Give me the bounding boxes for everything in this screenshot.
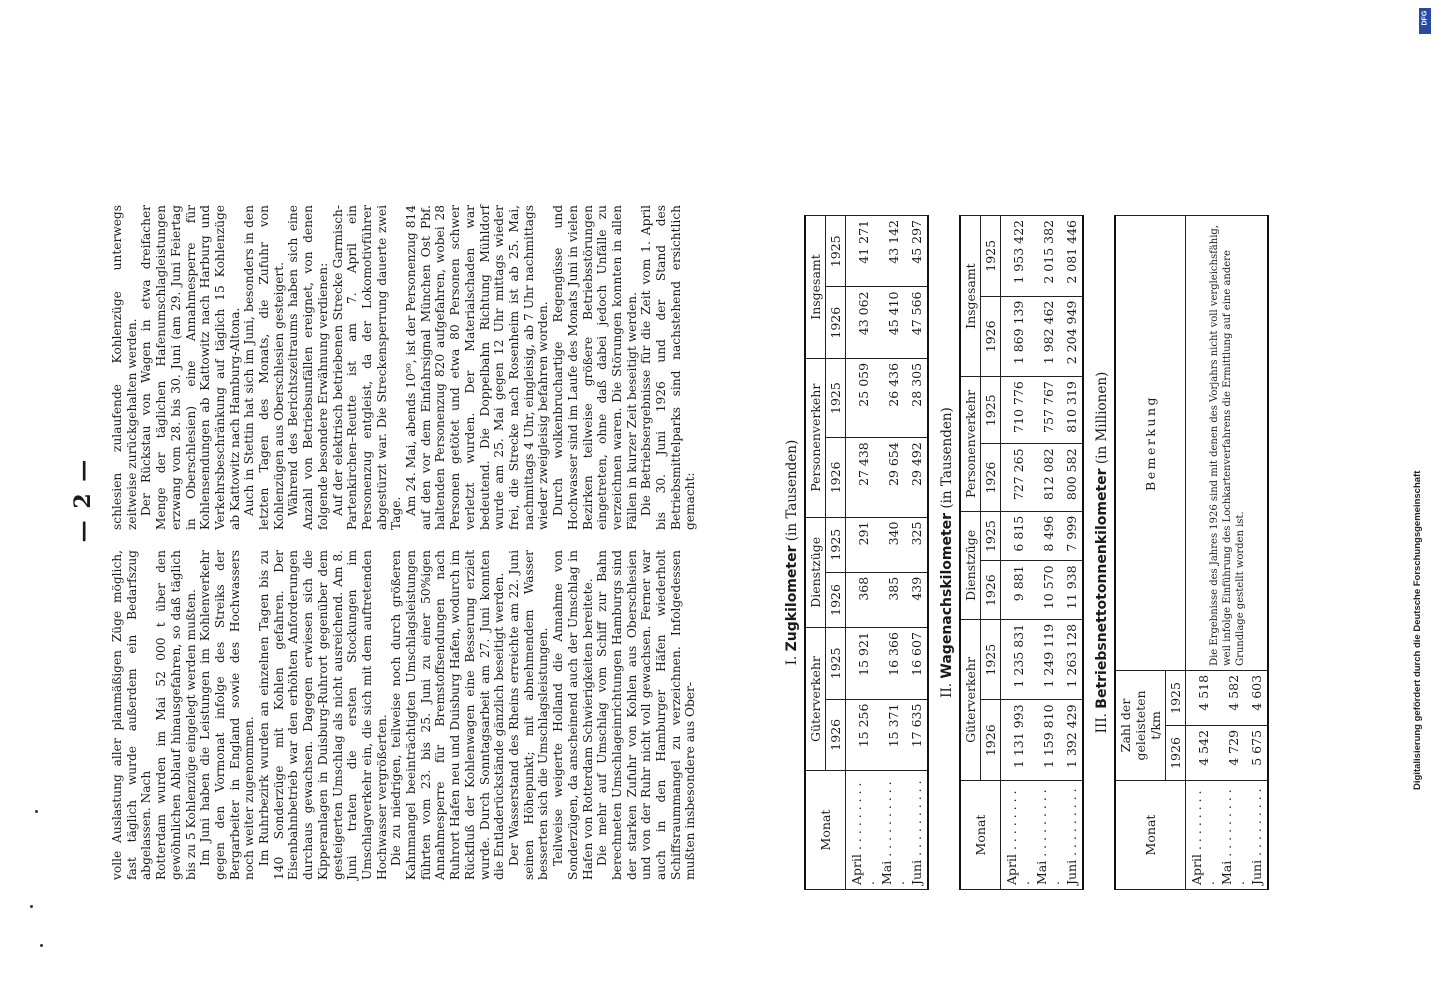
month-cell: April . . . . . . . . .: [1186, 781, 1219, 890]
table-heading: Wagenachskilometer: [939, 512, 955, 679]
year-header: 1926: [981, 296, 1001, 377]
table-title: [784, 215, 800, 890]
table-number: II.: [939, 682, 955, 698]
column-header-month: Monat: [805, 771, 846, 890]
column-group-header: Dienstzüge: [805, 517, 826, 628]
value-cell: 810 319: [1063, 377, 1083, 444]
table-title: [1094, 215, 1110, 890]
text-column-right: [110, 205, 698, 530]
column-group-header: Dienstzüge: [960, 511, 981, 619]
year-header: 1925: [981, 377, 1001, 444]
value-cell: 1 982 462: [1033, 296, 1063, 377]
year-header: 1926: [981, 444, 1001, 511]
value-cell: 1 159 810: [1033, 700, 1063, 781]
value-cell: 727 265: [1001, 444, 1034, 511]
value-cell: 29 654: [878, 438, 908, 517]
value-cell: 11 938: [1063, 561, 1083, 620]
table-unit: (in Millionen): [1094, 371, 1110, 465]
year-header: 1926: [981, 561, 1001, 620]
value-cell: 340: [878, 517, 908, 572]
year-header: 1926: [826, 438, 846, 517]
value-cell: 439: [908, 572, 928, 627]
month-cell: Juni . . . . . . . . .: [1248, 781, 1268, 890]
paragraph: schlesien zulaufende Kohlenzüge unterwegs zeitweise zurückgehalten werden.: [110, 205, 139, 530]
paragraph: volle Auslastung aller planmäßigen Züge möglich, fast täglich wurde außerdem ein Bedarfszug abgelassen. Nach: [110, 550, 154, 880]
table-row: [878, 216, 908, 890]
page-number: — 2 —: [70, 457, 96, 543]
table-unit: (in Tausenden): [784, 439, 800, 542]
column-group-header: Personenverkehr: [960, 377, 981, 512]
value-cell: 1 131 993: [1001, 700, 1034, 781]
value-cell: 1 235 831: [1001, 619, 1034, 700]
year-header: 1925: [981, 511, 1001, 561]
table-unit: (in Tausenden): [939, 407, 955, 509]
value-cell: 43 062: [846, 287, 879, 358]
paragraph: Auf der elektrisch betriebenen Strecke Garmisch-Partenkirchen–Reutte ist am 7. April ein Personenzug entgleist, da der Lokomotivführer abgestürzt war. Die Streckensperrung dauerte zwei Tage.: [330, 205, 404, 530]
dfg-logo-icon: [1419, 8, 1431, 34]
paragraph: Die Betriebsergebnisse für die Zeit vom 1. April bis 30. Juni 1926 und der Stand des Betriebsmittelparks sind nachstehend ersichtlich gemacht:: [639, 205, 698, 530]
table-number: III.: [1094, 713, 1110, 734]
value-cell: 10 570: [1033, 561, 1063, 620]
year-header: 1926: [826, 572, 846, 627]
value-cell: 2 081 446: [1063, 216, 1083, 297]
digitization-notice: Digitalisierung gefördert durch die Deutsche Forschungsgemeinschaft: [1412, 470, 1423, 790]
year-header: 1925: [826, 517, 846, 572]
scan-speck: [35, 810, 38, 813]
scan-speck: [40, 944, 43, 947]
paragraph: Die mehr auf Umschlag vom Schiff zur Bahn berechneten Umschlageinrichtungen Hamburgs sind der starken Zufuhr von Kohlen aus Oberschlesien und von der Ruhr nicht voll gewachsen. Ferner war auch in den Hamburger Häfen wiederholt Schiffsraummangel zu verzeichnen. Infolgedessen mußten insbesondere aus Ober-: [595, 550, 698, 880]
column-group-header: Personenverkehr: [805, 358, 826, 517]
table-row: [1063, 216, 1083, 890]
month-cell: Mai . . . . . . . . . .: [1033, 781, 1063, 890]
year-header: 1925: [1166, 670, 1186, 725]
paragraph: Im Juni haben die Leistungen im Kohlenverkehr gegen den Vormonat infolge des Streiks der Bergarbeiter in England sowie des Hochwassers noch weiter zugenommen.: [198, 550, 257, 880]
value-cell: 45 297: [908, 216, 928, 287]
value-cell: 28 305: [908, 358, 928, 437]
value-cell: 6 815: [1001, 511, 1034, 561]
betriebsnettotonnenkilometer-table: [1114, 215, 1269, 890]
paragraph: Rotterdam wurden im Mai 52 000 t über den gewöhnlichen Ablauf hinausgefahren, so daß täglich bis zu 5 Kohlenzüge eingelegt werden mußten.: [154, 550, 198, 880]
value-cell: 368: [846, 572, 879, 627]
dfg-logo-label: DFG: [1421, 10, 1429, 26]
table-number: I.: [784, 655, 800, 666]
table-title: [939, 215, 955, 890]
paragraph: Der Wasserstand des Rheins erreichte am 22. Juni seinen Höhepunkt; mit abnehmendem Wasser besserten sich die Umschlagsleistungen.: [506, 550, 551, 880]
value-cell: 4 582: [1218, 670, 1248, 725]
column-group-header: Güterverkehr: [805, 628, 826, 771]
year-header: 1926: [981, 700, 1001, 781]
value-cell: 47 566: [908, 287, 928, 358]
value-cell: 9 881: [1001, 561, 1034, 620]
value-cell: 710 776: [1001, 377, 1034, 444]
column-group-header: Insgesamt: [805, 216, 826, 359]
value-cell: 385: [878, 572, 908, 627]
value-cell: 25 059: [846, 358, 879, 437]
year-header: 1925: [981, 216, 1001, 297]
column-header-month: Monat: [1115, 781, 1186, 890]
table-row: [1186, 216, 1219, 890]
value-cell: 1 249 119: [1033, 619, 1063, 700]
value-cell: 1 869 139: [1001, 296, 1034, 377]
month-cell: April . . . . . . . . .: [1001, 781, 1034, 890]
value-cell: 43 142: [878, 216, 908, 287]
value-cell: 41 271: [846, 216, 879, 287]
month-cell: Juni . . . . . . . . . .: [908, 771, 928, 890]
paragraph: Durch wolkenbruchartige Regengüsse und Hochwasser sind im Laufe des Monats Juni in vielen Bezirken teilweise größere Betriebsstörungen eingetreten, ohne daß dabei jedoch Unfälle zu verzeichnen waren. Die Störungen konnten in allen Fällen in kurzer Zeit beseitigt werden.: [551, 205, 639, 530]
year-header: 1925: [826, 216, 846, 287]
column-group-header: Güterverkehr: [960, 619, 981, 780]
text-column-left: [110, 550, 698, 880]
paragraph: Der Rückstau von Wagen in etwa dreifacher Menge der täglichen Hafenumschlagleistungen erzwang vom 28. bis 30. Juni (am 29. Juni Feiertag in Oberschlesien) eine Annahmesperre für Kohlensendungen ab Kattowitz nach Harburg und Verkehrsbeschränkung auf täglich 15 Kohlenzüge ab Kattowitz nach Hamburg-Altona.: [139, 205, 242, 530]
table-row: [846, 216, 879, 890]
value-cell: 16 607: [908, 628, 928, 699]
value-cell: 325: [908, 517, 928, 572]
paragraph: Am 24. Mai, abends 10⁵⁰, ist der Personenzug 814 auf den vor dem Einfahrsignal München Ost Pbf. haltenden Personenzug 820 aufgefahren, wobei 28 Personen getötet und etwa 80 Personen schwer verletzt wurden. Der Materialschaden war bedeutend. Die Doppelbahn Richtung Mühldorf wurde am 25. Mai gegen 12 Uhr mittags wieder frei, die Strecke nach Rosenheim ist ab 25. Mai, nachmittags 4 Uhr, eingleisig, ab 7 Uhr nachmittags wieder zweigleisig befahren worden.: [404, 205, 551, 530]
value-cell: 4 542: [1186, 725, 1219, 780]
paragraph: Die zu niedrigen, teilweise noch durch größeren Kahnmangel beeinträchtigten Umschlagsleistungen führten vom 23. bis 25. Juni zu einer 50%igen Annahmesperre für Bremstoffsendungen nach Ruhrort Hafen neu und Duisburg Hafen, wodurch im Rückfluß der Kohlenwagen eine Besserung erzielt wurde. Durch Sonntagsarbeit am 27. Juni konnten die Entladerückstände gänzlich beseitigt werden.: [389, 550, 507, 880]
column-header-remark: Bemerkung: [1115, 216, 1186, 671]
year-header: 1925: [826, 358, 846, 437]
value-cell: 4 603: [1248, 670, 1268, 725]
month-cell: Mai . . . . . . . . . . .: [878, 771, 908, 890]
value-cell: 15 921: [846, 628, 879, 699]
wagenachskilometer-table: [959, 215, 1084, 890]
value-cell: 5 675: [1248, 725, 1268, 780]
value-cell: 26 436: [878, 358, 908, 437]
table-heading: Betriebsnettotonnenkilometer: [1094, 468, 1110, 709]
value-cell: 1 392 429: [1063, 700, 1083, 781]
value-cell: 27 438: [846, 438, 879, 517]
column-header-month: Monat: [960, 781, 1001, 890]
table-row: [1033, 216, 1063, 890]
value-cell: 7 999: [1063, 511, 1083, 561]
paragraph: Auch in Stettin hat sich im Juni, besonders in den letzten Tagen des Monats, die Zufuhr von Kohlenzügen aus Oberschlesien gesteigert.: [242, 205, 286, 530]
year-header: 1926: [826, 699, 846, 770]
month-cell: April . . . . . . . . . .: [846, 771, 879, 890]
paragraph: Während des Berichtszeitraums haben sich eine Anzahl von Betriebsunfällen ereignet, von denen folgende besondere Erwähnung verdienen:: [286, 205, 330, 530]
value-cell: 1 263 128: [1063, 619, 1083, 700]
value-cell: 2 204 949: [1063, 296, 1083, 377]
year-header: 1925: [981, 619, 1001, 700]
column-group-header: Insgesamt: [960, 216, 981, 377]
value-cell: 15 371: [878, 699, 908, 770]
value-cell: 29 492: [908, 438, 928, 517]
remark-cell: Die Ergebnisse des Jahres 1926 sind mit denen des Vorjahrs nicht voll vergleichsfähig, weil infolge Einführung des Lochkartenverfahrens die Ermittlung auf eine andere Grundlage gestellt worden ist.: [1186, 216, 1269, 671]
column-group-header: Zahl der geleisteten t/km: [1115, 670, 1166, 780]
value-cell: 1 953 422: [1001, 216, 1034, 297]
tables-section: [780, 215, 1269, 890]
value-cell: 17 635: [908, 699, 928, 770]
month-cell: Mai . . . . . . . . . .: [1218, 781, 1248, 890]
month-cell: Juni . . . . . . . . .: [1063, 781, 1083, 890]
scan-speck: [30, 905, 33, 908]
value-cell: 8 496: [1033, 511, 1063, 561]
year-header: 1926: [1166, 725, 1186, 780]
value-cell: 4 729: [1218, 725, 1248, 780]
value-cell: 4 518: [1186, 670, 1219, 725]
zugkilometer-table: [804, 215, 929, 890]
value-cell: 16 366: [878, 628, 908, 699]
year-header: 1925: [826, 628, 846, 699]
value-cell: 291: [846, 517, 879, 572]
paragraph: Im Ruhrbezirk wurden an einzelnen Tagen bis zu 140 Sonderzüge mit Kohlen gefahren. Der Eisenbahnbetrieb war den erhöhten Anforderungen durchaus gewachsen. Dagegen erwiesen sich die Kipperanlagen in Duisburg-Ruhrort gegenüber dem gesteigerten Umschlag als nicht ausreichend. Am 8. Juni traten die ersten Stockungen im Umschlagverkehr ein, die sich mit dem auftretenden Hochwasser vergrößerten.: [257, 550, 389, 880]
value-cell: 812 082: [1033, 444, 1063, 511]
table-heading: Zugkilometer: [784, 545, 800, 652]
table-row: [908, 216, 928, 890]
value-cell: 45 410: [878, 287, 908, 358]
year-header: 1926: [826, 287, 846, 358]
value-cell: 2 015 382: [1033, 216, 1063, 297]
value-cell: 15 256: [846, 699, 879, 770]
paragraph: Teilweise weigerte Holland die Annahme von Sonderzügen, da anscheinend auch der Umschlag in Hafen von Rotterdam Schwierigkeiten bereitete.: [551, 550, 595, 880]
value-cell: 757 767: [1033, 377, 1063, 444]
table-row: [1001, 216, 1034, 890]
value-cell: 800 582: [1063, 444, 1083, 511]
